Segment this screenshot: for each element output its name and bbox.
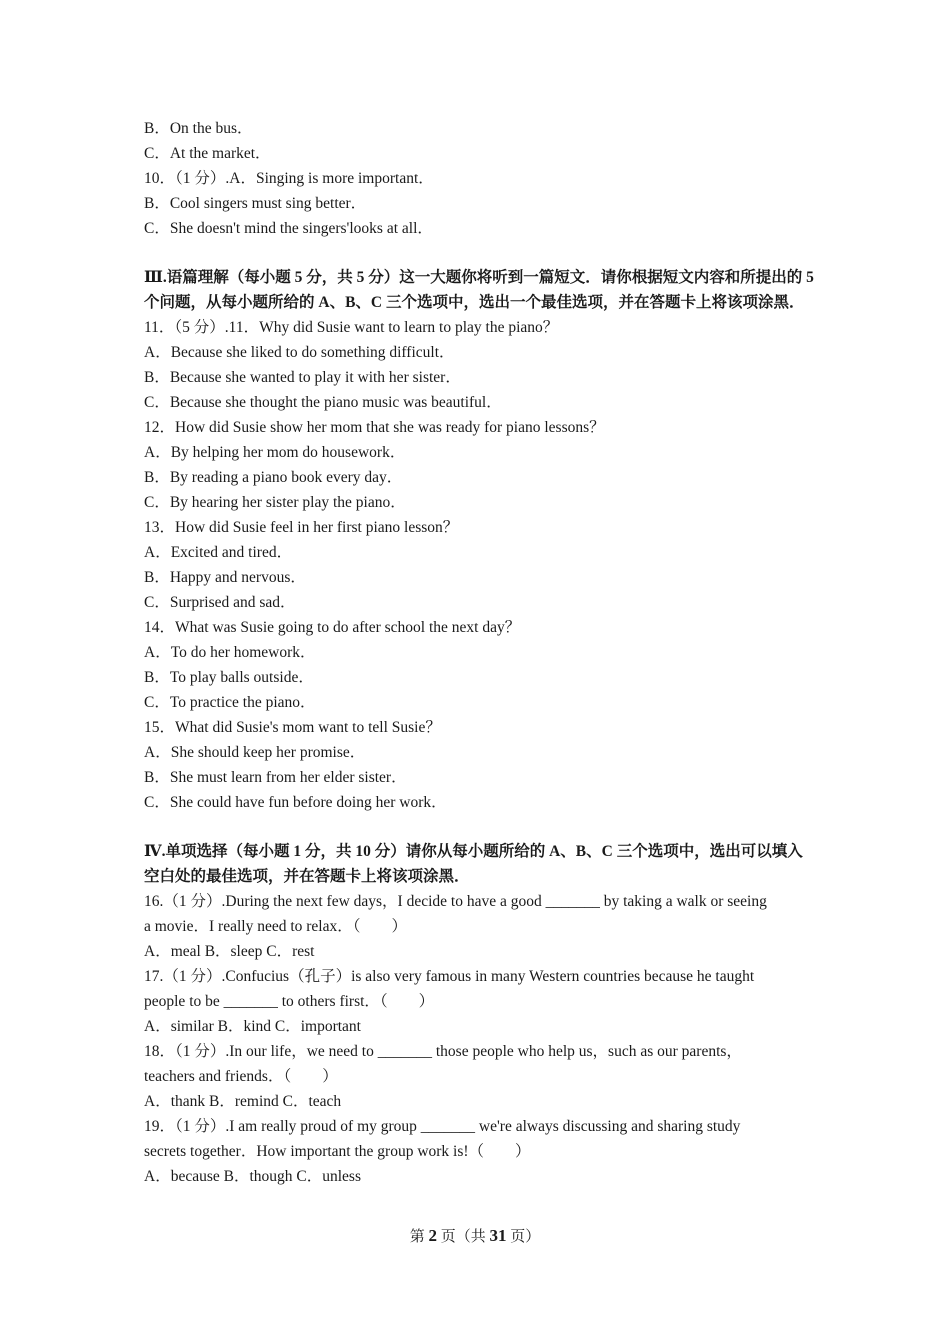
option-line: B．Because she wanted to play it with her sister． xyxy=(144,369,461,386)
option-line: A．By helping her mom do housework． xyxy=(144,444,406,461)
section-gap xyxy=(144,241,814,265)
option-line: C．To practice the piano． xyxy=(144,694,316,711)
question-line: 15．What did Susie's mom want to tell Susie？ xyxy=(144,719,441,736)
page-content xyxy=(144,116,814,1189)
option-line: C．She doesn't mind the singers'looks at all． xyxy=(144,220,433,237)
option-line: A．because B．though C．unless xyxy=(144,1168,361,1185)
section-3-heading: Ⅲ.语篇理解（每小题 5 分，共 5 分）这一大题你将听到一篇短文．请你根据短文内容和所提出的 5 个问题，从每小题所给的 A、B、C 三个选项中，选出一个最佳选项，并在答题卡上将该项涂黑． xyxy=(144,269,814,311)
footer-prefix: 第 xyxy=(409,1229,425,1245)
question-line: 17.（1 分）.Confucius（孔子）is also very famous in many Western countries because he taught xyxy=(144,968,755,985)
question-line: 12．How did Susie show her mom that she was ready for piano lessons？ xyxy=(144,419,605,436)
question-line: 10．（1 分）.A．Singing is more important． xyxy=(144,170,434,187)
question-line: teachers and friends．（ ） xyxy=(144,1068,338,1085)
section-gap xyxy=(144,815,814,839)
footer-middle: 页（共 xyxy=(440,1229,486,1245)
option-line: B．On the bus． xyxy=(144,120,253,137)
page-number: 2 xyxy=(428,1226,437,1245)
question-line: a movie．I really need to relax．（ ） xyxy=(144,918,407,935)
option-line: A．She should keep her promise． xyxy=(144,744,366,761)
question-line: 13．How did Susie feel in her first piano lesson？ xyxy=(144,519,459,536)
option-line: A．thank B．remind C．teach xyxy=(144,1093,342,1110)
option-line: A．To do her homework． xyxy=(144,644,316,661)
option-line: A．meal B．sleep C．rest xyxy=(144,943,315,960)
total-pages: 31 xyxy=(489,1226,507,1245)
option-line: A．Excited and tired． xyxy=(144,544,293,561)
question-line: 19．（1 分）.I am really proud of my group _______ we're always discussing and sharing study xyxy=(144,1118,741,1135)
option-line: B．She must learn from her elder sister． xyxy=(144,769,407,786)
option-line: C．Because she thought the piano music was beautiful． xyxy=(144,394,502,411)
question-line: 11．（5 分）.11．Why did Susie want to learn to play the piano？ xyxy=(144,319,559,336)
page-footer xyxy=(0,1224,950,1249)
option-line: C．She could have fun before doing her work． xyxy=(144,794,447,811)
option-line: A．similar B．kind C．important xyxy=(144,1018,361,1035)
question-line: secrets together．How important the group work is!（ ） xyxy=(144,1143,531,1160)
section-4-heading: Ⅳ.单项选择（每小题 1 分，共 10 分）请你从每小题所给的 A、B、C 三个选项中，选出可以填入空白处的最佳选项，并在答题卡上将该项涂黑． xyxy=(144,843,803,885)
option-line: B．Cool singers must sing better． xyxy=(144,195,367,212)
question-line: 18．（1 分）.In our life，we need to _______ those people who help us，such as our parents， xyxy=(144,1043,742,1060)
option-line: C．At the market． xyxy=(144,145,271,162)
option-line: A．Because she liked to do something difficult． xyxy=(144,344,455,361)
question-line: people to be _______ to others first．（ ） xyxy=(144,993,435,1010)
footer-suffix: 页） xyxy=(510,1229,541,1245)
option-line: B．By reading a piano book every day． xyxy=(144,469,403,486)
option-line: C．Surprised and sad． xyxy=(144,594,296,611)
question-line: 16.（1 分）.During the next few days，I decide to have a good _______ by taking a walk or seeing xyxy=(144,893,767,910)
option-line: B．To play balls outside． xyxy=(144,669,314,686)
question-line: 14．What was Susie going to do after school the next day？ xyxy=(144,619,521,636)
option-line: C．By hearing her sister play the piano． xyxy=(144,494,406,511)
option-line: B．Happy and nervous． xyxy=(144,569,306,586)
